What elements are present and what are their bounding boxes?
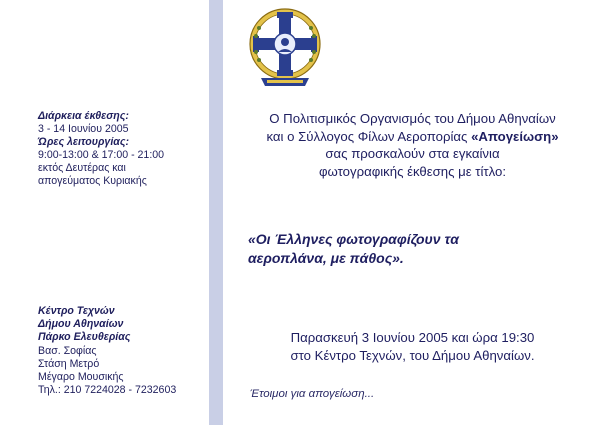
opening-details — [235, 329, 590, 365]
venue-phone: Τηλ.: 210 7224028 - 7232603 — [38, 384, 177, 397]
exhibition-title-line-2: αεροπλάνα, με πάθος». — [248, 250, 404, 266]
venue-info — [38, 305, 213, 397]
duration-value: 3 - 14 Ιουνίου 2005 — [38, 123, 129, 135]
association-name: «Απογείωση» — [471, 128, 559, 144]
exhibition-title — [248, 230, 588, 268]
opening-date: Παρασκευή 3 Ιουνίου 2005 και ώρα 19:30 — [290, 330, 535, 345]
signoff-text: Έτοιμοι για απογείωση... — [250, 388, 375, 400]
exhibition-details — [38, 110, 208, 188]
athens-emblem-icon — [247, 6, 323, 90]
hours-label: Ώρες λειτουργίας: — [38, 136, 129, 148]
invitation-line-2-text: και ο Σύλλογος Φίλων Αεροπορίας — [266, 128, 472, 144]
venue-metro: Στάση Μετρό — [38, 357, 100, 370]
exhibition-title-line-1: «Οι Έλληνες φωτογραφίζουν τα — [248, 231, 459, 247]
duration-label: Διάρκεια έκθεσης: — [38, 110, 129, 122]
invitation-line-1: Ο Πολιτισμικός Οργανισμός του Δήμου Αθηναίων — [269, 111, 556, 126]
opening-venue: στο Κέντρο Τεχνών, του Δήμου Αθηναίων. — [290, 348, 535, 363]
invitation-line-4: φωτογραφικής έκθεσης με τίτλο: — [318, 163, 507, 179]
hours-value: 9:00-13:00 & 17:00 - 21:00 — [38, 149, 165, 161]
venue-name: Κέντρο Τεχνών — [38, 305, 115, 317]
venue-landmark: Μέγαρο Μουσικής — [38, 371, 124, 384]
invitation-line-2 — [235, 128, 590, 146]
venue-municipality: Δήμου Αθηναίων — [38, 318, 124, 331]
venue-park: Πάρκο Ελευθερίας — [38, 331, 131, 344]
hours-note-1: εκτός Δευτέρας και — [38, 162, 126, 174]
venue-street: Βασ. Σοφίας — [38, 344, 97, 357]
invitation-text — [235, 110, 590, 180]
hours-note-2: απογεύματος Κυριακής — [38, 175, 147, 187]
invitation-line-3: σας προσκαλούν στα εγκαίνια — [325, 146, 500, 161]
